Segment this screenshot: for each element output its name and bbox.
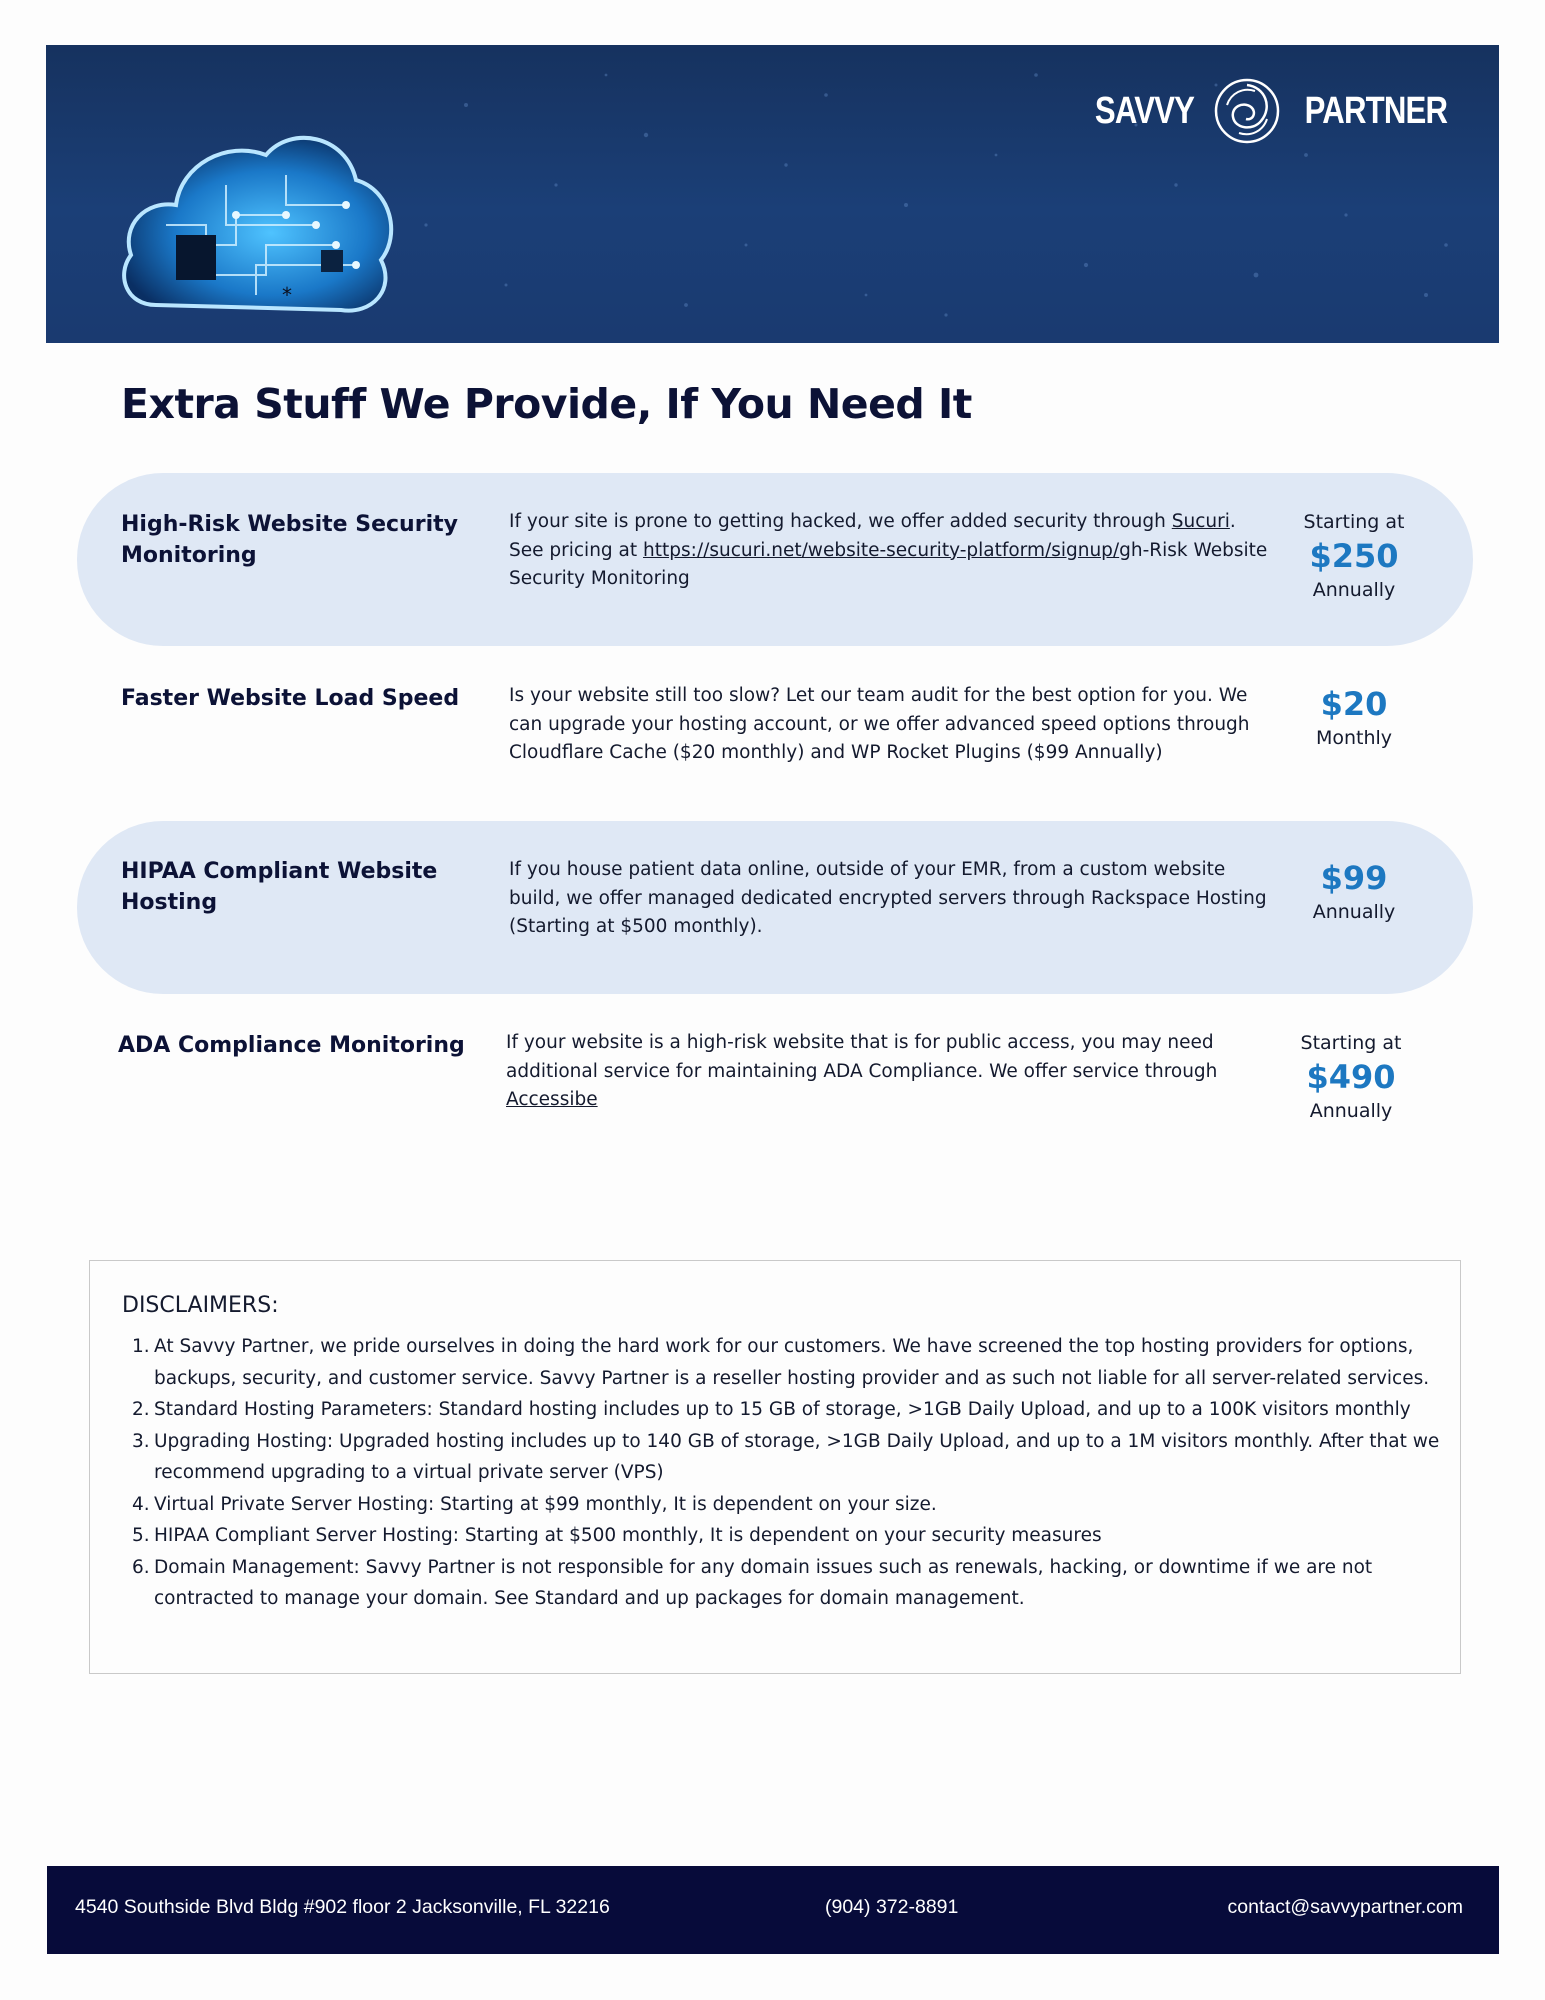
disclaimers-title: DISCLAIMERS: bbox=[122, 1293, 279, 1318]
service-description-ada bbox=[506, 1029, 1266, 1115]
footer-bar bbox=[47, 1866, 1499, 1954]
sucuri-pricing-link[interactable]: https://sucuri.net/website-security-platform/signup/ bbox=[643, 539, 1120, 561]
service-description-hipaa: If you house patient data online, outside of your EMR, from a custom website build, we offer managed dedicated encrypted servers through Rackspace Hosting (Starting at $500 monthly). bbox=[509, 859, 1267, 937]
desc-text: . See pricing at bbox=[509, 511, 1236, 561]
price-block-ada bbox=[1271, 1029, 1431, 1125]
disclaimer-item bbox=[122, 1394, 1442, 1426]
price-block-security bbox=[1274, 508, 1434, 604]
disclaimer-item bbox=[122, 1489, 1442, 1521]
service-description-security bbox=[509, 508, 1269, 594]
disclaimer-number: 6. bbox=[132, 1556, 150, 1578]
price-period: Annually bbox=[1309, 1100, 1393, 1122]
disclaimer-text: Domain Management: Savvy Partner is not responsible for any domain issues such as renewals, hacking, or downtime if we are not contracted to manage your domain. See Standard and up packages for domain management. bbox=[154, 1556, 1373, 1609]
disclaimer-text: Standard Hosting Parameters: Standard hosting includes up to 15 GB of storage, >1GB Daily Upload, and up to a 100K visitors monthly bbox=[154, 1399, 1411, 1420]
disclaimer-number: 2. bbox=[132, 1399, 150, 1420]
disclaimer-number: 4. bbox=[132, 1493, 150, 1515]
savvy-partner-logo bbox=[1084, 73, 1463, 149]
swirl-logo-icon bbox=[1213, 77, 1281, 145]
disclaimer-text: Virtual Private Server Hosting: Starting at $99 monthly, It is dependent on your size. bbox=[154, 1493, 937, 1515]
service-name-security: High-Risk Website Security Monitoring bbox=[121, 512, 458, 568]
price-amount: $250 bbox=[1309, 537, 1399, 575]
price-period: Annually bbox=[1312, 901, 1396, 923]
price-block-load-speed bbox=[1274, 684, 1434, 752]
disclaimers-box bbox=[89, 1260, 1461, 1674]
price-period: Annually bbox=[1312, 579, 1396, 601]
header-banner bbox=[46, 45, 1499, 343]
disclaimer-item bbox=[122, 1331, 1442, 1394]
disclaimer-number: 1. bbox=[132, 1336, 150, 1357]
desc-text: gh-Risk Website Security Monitoring bbox=[509, 539, 1268, 589]
banner-asterisk: * bbox=[282, 283, 292, 307]
sucuri-link[interactable]: Sucuri bbox=[1171, 511, 1230, 532]
price-block-hipaa bbox=[1274, 858, 1434, 926]
desc-text: If your site is prone to getting hacked, we offer added security through bbox=[509, 511, 1172, 532]
disclaimer-text: Upgrading Hosting: Upgraded hosting includes up to 140 GB of storage, >1GB Daily Upload, and up to a 1M visitors monthly. After that we recommend upgrading to a virtual private server (VPS) bbox=[154, 1430, 1440, 1483]
service-name-hipaa: HIPAA Compliant Website Hosting bbox=[121, 859, 438, 915]
logo-text-right: PARTNER bbox=[1304, 89, 1448, 132]
disclaimer-item bbox=[122, 1552, 1442, 1615]
price-prefix: Starting at bbox=[1303, 511, 1405, 533]
price-prefix: Starting at bbox=[1300, 1032, 1402, 1054]
service-name-load-speed: Faster Website Load Speed bbox=[121, 686, 460, 711]
desc-text: If your website is a high-risk website that is for public access, you may need additional service for maintaining ADA Compliance. We offer service through bbox=[506, 1032, 1218, 1082]
disclaimer-item bbox=[122, 1426, 1442, 1489]
logo-text-left: SAVVY bbox=[1095, 89, 1195, 132]
footer-phone[interactable]: (904) 372-8891 bbox=[825, 1896, 959, 1918]
price-amount: $490 bbox=[1306, 1058, 1396, 1096]
service-name-ada: ADA Compliance Monitoring bbox=[118, 1033, 465, 1058]
disclaimer-number: 3. bbox=[132, 1430, 150, 1452]
footer-address: 4540 Southside Blvd Bldg #902 floor 2 Jacksonville, FL 32216 bbox=[75, 1896, 610, 1918]
disclaimer-text: HIPAA Compliant Server Hosting: Starting at $500 monthly, It is dependent on your security measures bbox=[154, 1525, 1102, 1546]
price-amount: $20 bbox=[1320, 685, 1388, 723]
disclaimers-list bbox=[122, 1331, 1442, 1615]
accessibe-link[interactable]: Accessibe bbox=[506, 1089, 598, 1110]
circuit-cloud-icon bbox=[116, 95, 396, 340]
disclaimer-text: At Savvy Partner, we pride ourselves in doing the hard work for our customers. We have screened the top hosting providers for options, backups, security, and customer service. Savvy Partner is a reseller hosting provider and as such not liable for all server-related services. bbox=[154, 1336, 1430, 1389]
disclaimer-item bbox=[122, 1520, 1442, 1552]
price-amount: $99 bbox=[1320, 859, 1388, 897]
disclaimer-number: 5. bbox=[132, 1525, 150, 1546]
page-title: Extra Stuff We Provide, If You Need It bbox=[121, 380, 972, 428]
service-description-load-speed: Is your website still too slow? Let our team audit for the best option for you. We can upgrade your hosting account, or we offer advanced speed options through Cloudflare Cache ($20 monthly) and WP Rocket Plugins ($99 Annually) bbox=[509, 685, 1250, 763]
price-period: Monthly bbox=[1315, 727, 1393, 749]
footer-email[interactable]: contact@savvypartner.com bbox=[1227, 1896, 1463, 1918]
